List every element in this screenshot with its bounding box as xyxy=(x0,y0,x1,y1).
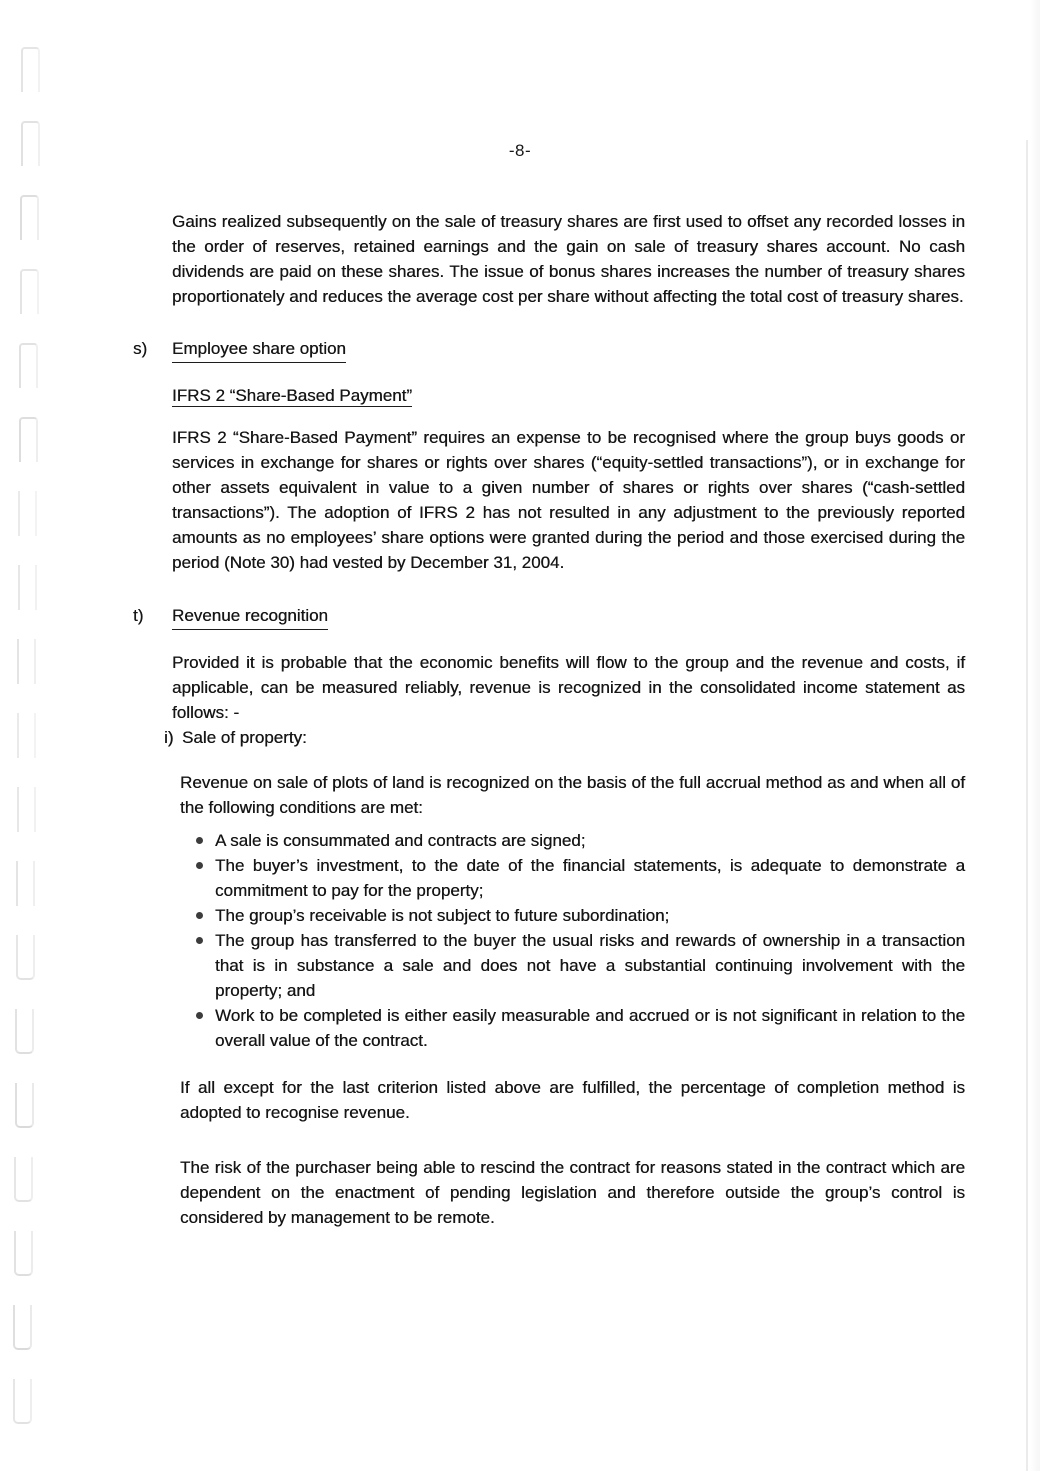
binding-mark xyxy=(16,935,35,980)
subsection-i-body xyxy=(180,770,965,1230)
binding-mark xyxy=(13,1305,32,1350)
binding-mark xyxy=(14,1157,33,1202)
binding-mark xyxy=(15,1083,34,1128)
binding-mark xyxy=(13,1379,32,1424)
binding-mark xyxy=(16,861,35,906)
binding-mark xyxy=(15,1009,34,1054)
full-accrual-intro-paragraph: Revenue on sale of plots of land is recognized on the basis of the full accrual method as and when all of the following conditions are met: xyxy=(180,773,965,817)
binding-mark xyxy=(17,787,36,832)
subsection-i-marker: i) xyxy=(164,728,174,747)
binding-mark xyxy=(17,713,36,758)
binding-mark xyxy=(19,417,38,462)
section-s-letter: s) xyxy=(133,339,148,358)
percentage-completion-paragraph: If all except for the last criterion listed above are fulfilled, the percentage of completion method is adopted to recognise revenue. xyxy=(180,1078,965,1122)
scan-edge-line xyxy=(1026,140,1028,1471)
section-t-heading xyxy=(133,603,965,630)
binding-mark xyxy=(21,47,40,92)
treasury-shares-paragraph: Gains realized subsequently on the sale of treasury shares are first used to offset any recorded losses in the order of reserves, retained earnings and the gain on sale of treasury shares account. No cash dividends are paid on these shares. The issue of bonus shares increases the number of treasury shares proportionately and reduces the average cost per share without affecting the total cost of treasury shares. xyxy=(172,212,965,306)
document-content xyxy=(133,0,965,1230)
conditions-bullet-list xyxy=(180,828,965,1053)
binding-mark xyxy=(14,1231,33,1276)
revenue-recognition-paragraph: Provided it is probable that the economic benefits will flow to the group and the revenue and costs, if applicable, can be measured reliably, revenue is recognized in the consolidated income statement as follows: - xyxy=(172,653,965,722)
binding-mark xyxy=(18,565,37,610)
subsection-i-heading xyxy=(164,725,965,750)
comb-binding-marks xyxy=(0,0,60,1471)
binding-mark xyxy=(19,343,38,388)
binding-mark xyxy=(20,195,39,240)
ifrs2-subheading xyxy=(172,383,965,408)
binding-mark xyxy=(18,491,37,536)
bullet-item-sale-consummated: A sale is consummated and contracts are signed; xyxy=(180,828,965,853)
section-s-heading xyxy=(133,336,965,363)
section-t-title: Revenue recognition xyxy=(172,603,328,630)
bullet-item-receivable-subordination: The group’s receivable is not subject to future subordination; xyxy=(180,903,965,928)
binding-mark xyxy=(20,269,39,314)
scan-edge-shadow xyxy=(1030,0,1040,1471)
bullet-item-risks-rewards: The group has transferred to the buyer the usual risks and rewards of ownership in a transaction that is in substance a sale and does not have a substantial continuing involvement with the property; and xyxy=(180,928,965,1003)
binding-mark xyxy=(17,639,36,684)
sale-of-property-subsection xyxy=(164,725,965,1230)
bullet-item-buyer-investment: The buyer’s investment, to the date of the financial statements, is adequate to demonstrate a commitment to pay for the property; xyxy=(180,853,965,903)
ifrs2-paragraph: IFRS 2 “Share-Based Payment” requires an expense to be recognised where the group buys goods or services in exchange for shares or rights over shares (“equity-settled transactions”), or in exchange for other assets equivalent in value to a given number of shares or rights over shares (“cash-settled transactions”). The adoption of IFRS 2 has not resulted in any adjustment to the previously reported amounts as no employees’ share options were granted during the period and those exercised during the period (Note 30) had vested by December 31, 2004. xyxy=(172,428,965,572)
bullet-item-work-completed: Work to be completed is either easily measurable and accrued or is not significant in relation to the overall value of the contract. xyxy=(180,1003,965,1053)
ifrs2-subheading-text: IFRS 2 “Share-Based Payment” xyxy=(172,386,412,405)
subsection-i-title: Sale of property: xyxy=(182,728,307,747)
page-number: -8- xyxy=(508,141,532,160)
section-s-title: Employee share option xyxy=(172,336,346,363)
section-t-letter: t) xyxy=(133,606,144,625)
rescind-risk-paragraph: The risk of the purchaser being able to rescind the contract for reasons stated in the contract which are dependent on the enactment of pending legislation and therefore outside the group’s control is considered by management to be remote. xyxy=(180,1158,965,1227)
